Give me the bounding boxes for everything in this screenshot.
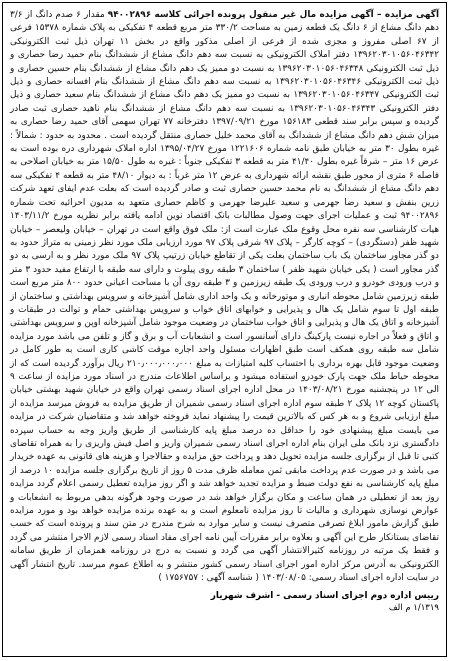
- notice-signature: رییس اداره دوم اجرای اسناد رسمی - اشرف شهریار: [210, 591, 439, 602]
- notice-stamp: ۱/۱۳۱۹ م الف: [388, 603, 439, 614]
- notice-body: مقدار ۶ صدم دانگ از ۳/۶ دهم دانگ مشاع از ۶ دانگ یک قطعه زمین به مساحت ۳۳۰/۲ متر مربع قطعه ۴ تفکیکی به پلاک شماره ۱۵۳۷۸ فرعی از ۶۷ اصلی مفروز و مجزی شده از فرعی از اصلی مذکور واقع در بخش ۱۱ تهران ذیل ثبت الکترونیکی ۱۳۹۶۲۰۳۰۱۰۵۶۰۴۶۳۴۲ دفتر املاک الکترونیکی به نسبت سه دهم دانگ مشاع از ششدانگ بنام حمید رضا حصاری و ذیل ثبت الکترونیکی ۱۳۹۶۲۰۳۰۱۰۵۶۰۴۶۳۴۸ به نسبت دو ممیز یک دهم دانگ مشاع از ششدانگ بنام حسین حصاری و ذیل ثبت الکترونیکی ۱۳۹۶۲۰۳۰۱۰۵۶۰۴۶۳۴۶ به نسبت سه دهم دانگ مشاع از ششدانگ بنام افسانه حصاری و ذیل ثبت الکترونیکی ۱۳۹۶۲۰۳۰۱۰۵۶۰۴۶۳۴۷ به نسبت دو ممیز یک دهم دانگ مشاع از ششدانگ بنام سعید حصاری و ذیل دفتر الکترونیکی ۱۳۹۶۲۰۳۰۱۰۵۶۰۴۶۳۴۳ به نسبت سه دهم دانگ مشاع از ششدانگ بنام ناهید حصاری ثبت صادر گردیده و سپس برابر سند قطعی ۱۵۶۱۸۳ مورخ ۱۳۹۷/۰۹/۲۱ دفترخانه ۷۷ تهران سهمی آقای حمید رضا حصاری به میزان شش دهم دانگ مشاع از ششدانگ به آقای محمد خلیل حصاری منتقل گردیده است . محدود به حدود : شمالاً : غیره بطول ۳۰ متر به خیابان طبق نامه شماره ۱۲۲۱۶۰۶ مورخ ۱۳۹۵/۰۴/۲۷ اداره املاک شهرداری دره بوده است به عرض ۱۶ متر – شرقاً غیره بطول ۴۱/۴۰ متر به قطعه ۳ تفکیکی جنوباً : غیره به طول ۱۵/۵۰ متر به خیابان اصلاحی به فاصله ۶ متری از محور طبق نقشه ارائه شهرداری به عرض ۱۲ متر غرباً : به دیوار ۴۸/۱۰ متر به قطعه ۴ تفکیکی سه دهم دانگ مشاع از ششدانگ به نام محمد حسین حصاری ثبت و صادر گردیده است که بعلت عدم ایفای تعهد شرکت زرین بنفش و سعید رضا جهرمی و سعید علیرضا جهرمی و کاظم حصاری متعهد به مدیون احرائیه تحت شماره ۹۴۰۰۲۸۹۶ ثبت و عملیات اجرای جهت وصول مطالبات بانک اقتصاد نوین ادامه یافته برابر نظریه مورخ ۱۴۰۳/۱۱/۲ هیات کارشناسی سه نفره محل وقوع ملک عبارت است از: ملک فوق واقع است در تهران – خیابان ولیعصر – خیابان شهید ظفر (دستگردی) – کوچه کارگر – پلاک ۹۷ شرقی پلاک ۹۷ مورد ارزیابی ملک مورد نظر زمینی به متراژ حدود به دو گذر مجاور ساختمان یک باب ساختمان بعلت یکی از تقاطع خیابان زرتیپ پلاک ۹۷ ملک مورد نظر و به ارسی به دو گذر مجاور است ( یکی خیابان شهید ظفر ) ساختمان ۳ طبقه روی پیلوت و دارای سه طبقه با ارتفاع مفید حدود ۳ متر و درب ورودی خودرو و درب ورودی یک طبقه زیرزمین و ۳ طبقه روی آن با مساحت اعیانی حدود ۸۰۰ متر مربع است طبقه زیرزمین شامل محوطه انباری و موتورخانه و یک واحد اداری شامل آشپزخانه و سرویس بهداشتی و ساختمان از طبقه اول تا سوم شامل یک هال و پذیرایی و خوابهای اتاق خواب و سرویس بهداشتی حمام و توالت در طبقات و آشپزخانه و اتاق یک هال و پذیرایی و اتاق خواب ساختمان در وضعیت موجود شامل آشپزخانه اوپن و سرویس بهداشتی و اتاق و فعلاً در اجاره نیست پارکینگ دارای آسانسور است و انشعابات آب و برق و گاز و تلفن می باشد مورد مزایده شامل سه طبقه روی همکف است طبق اظهارات مسئول واحد اجاره موقت کاشی کاری است به طور کامل در وضعیت موجود قابل بهره برداری با احتساب کلیه امتیازات به مبلغ ۲۱۰٫۰۰۰٫۰۰۰٫۰۰۰ ریال برآورد گردیده است که از محوطه حیاط ملک جهت پارک خودرو استفاده میشود و براساس اطلاعات مندرج در اسناد مورد مزایده از ساعت ۹ الی ۱۲ در پنجشنبه مورخ ۱۴۰۳/۰۸/۲۱ در محل اداره اجرای اسناد رسمی تهران واقع در خیابان شهید بهشتی خیابان پاکستان کوچه ۱۲ پلاک ۲ طبقه سوم اداره اجرای اسناد رسمی شمیران از طریق مزایده به فروش میرسد مزایده از مبلغ ارزیابی شروع و به هر کس که بالاترین قیمت را پیشنهاد نماید فروخته خواهد شد و متقاضیان شرکت در مزایده می بایست مبلغ پیشنهادی خود را حداقل ده درصد مبلغ پایه کارشناسی از طریق واریز وجه به حساب سپرده دادگستری نزد بانک ملی ایران بنام اداره اجرای اسناد رسمی شمیران واریز و اصل فیش واریزی را به همراه تقاضای کتبی تا قبل از برگزاری جلسه مزایده تحویل دهد و پرداخت حق مزایده و حقالاجرا و هزینه های قانونی به عهده خریدار می باشد و در صورت عدم پرداخت مابقی ثمن معامله ظرف مدت ۵ روز از تاریخ برگزاری جلسه مزایده ۱۰ درصد از مبلغ پایه کارشناسی به نفع دولت ضبط و مزایده تجدید خواهد شد و اگر روز مزایده تعطیل رسمی اعلام گردد مزایده روز بعد از تعطیلی در همان ساعت و مکان برگزار خواهد شد در صورت وجود هرگونه بدهی مربوط به انشعابات و عوارض نوسازی شهرداری و مالیات تا روز مزایده نامعلوم است و به عهده برنده مزایده خواهد بود و مورد مزایده طبق گزارش مامور ابلاغ تصرفی متصرف نیست و سایر موارد به شرح مندرج در متن سند و پرونده است که حسب تقاضای بستانکار طرح این آگهی و بعلاوه برابر مقررات آیین نامه اجرای مفاد اسناد رسمی لازم الاجرا منتشر می گردد و فقط یک مرتبه در روزنامه کثیرالانتشار آگهی می گردد و نسبت به درج در روزنامه همزمان از طریق سامانه الکترونیکی به آدرس مرکز اداره امور اجرای اسناد رسمی کشور منتشر و به اطلاع عموم میرسد. تاریخ انتشار آگهی در سایت اداره اجرای اسناد رسمی: ۱۴۰۳/۰۸/۰۵ ( شناسه آگهی : ۱۷۵۶۷۵۷ ): [10, 10, 440, 584]
- notice-title: آگهی مزایده – آگهی مزایده مال غیر منقول پرونده اجرائی کلاسه ۹۴۰۰۲۸۹۶: [107, 10, 439, 20]
- notice-content: [3, 3, 446, 589]
- notice-footer: [3, 591, 446, 601]
- notice-frame: [2, 2, 447, 657]
- notice-paragraph: [10, 9, 439, 585]
